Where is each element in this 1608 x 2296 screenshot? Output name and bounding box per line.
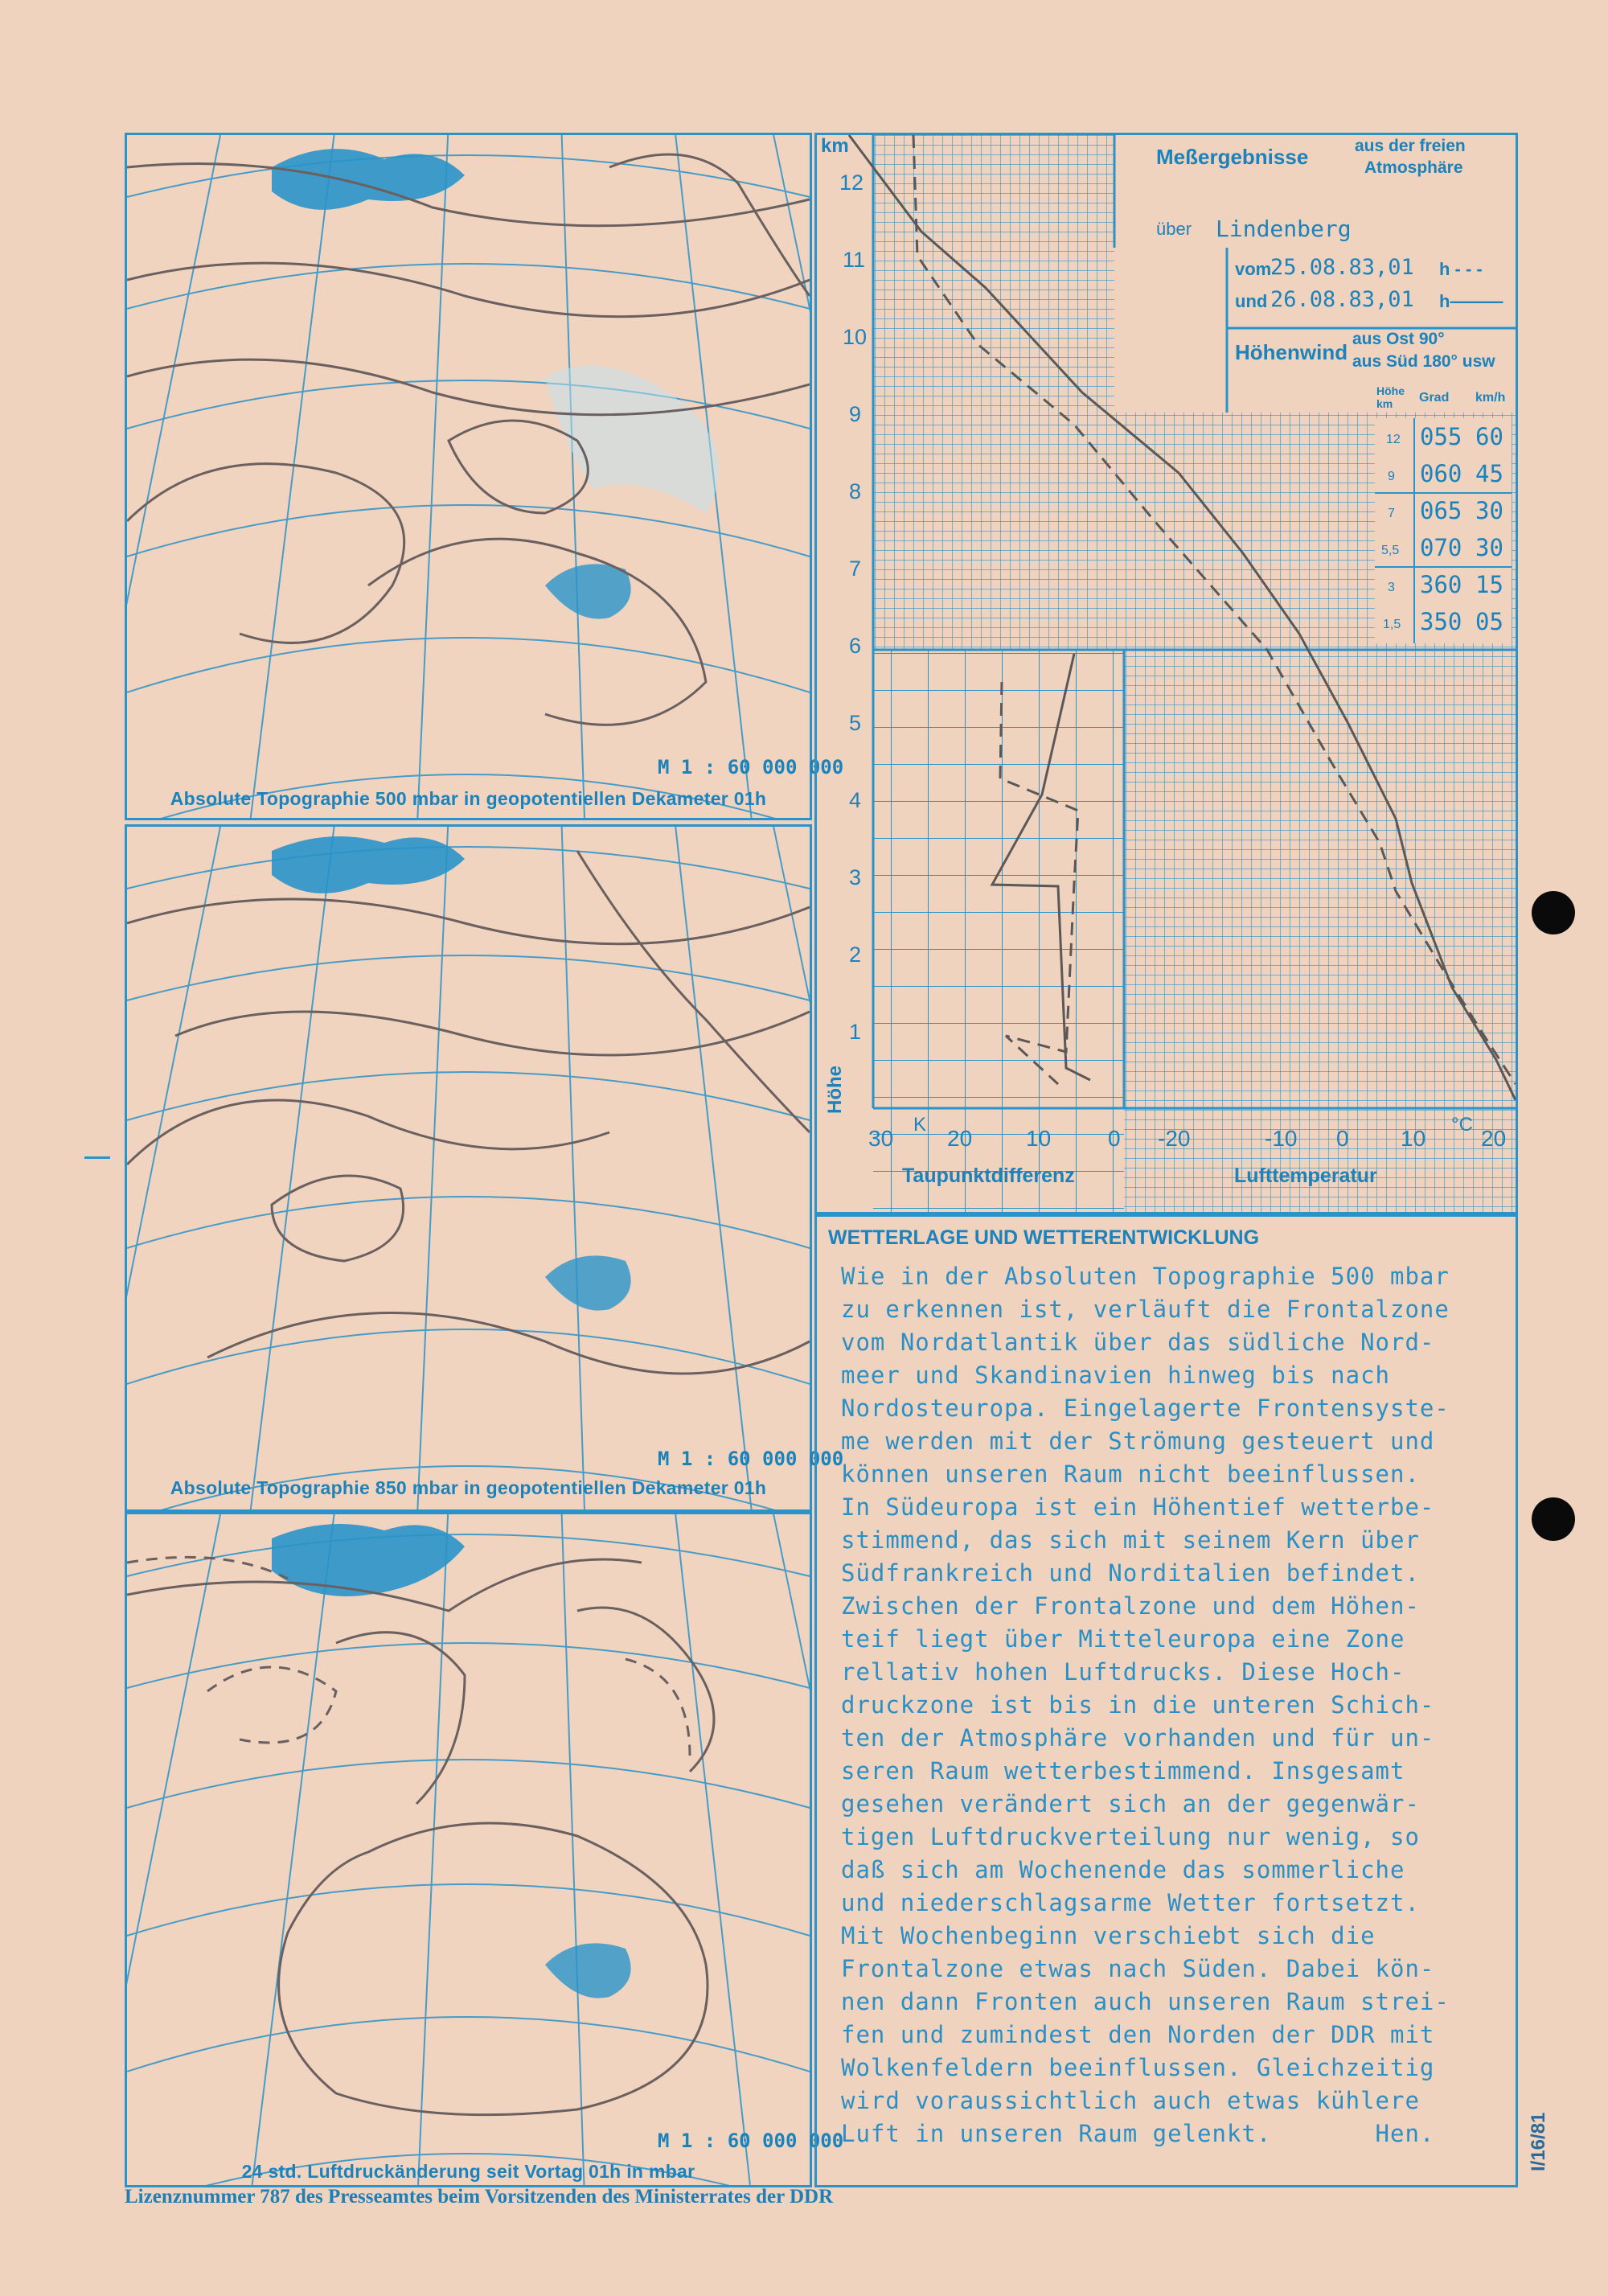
date2-suffix: h——— (1439, 291, 1503, 311)
text-line: wird voraussichtlich auch etwas kühlere (841, 2087, 1420, 2114)
side-stamp: I/16/81 (1528, 2112, 1549, 2171)
temp-axis-label: Lufttemperatur (1234, 1164, 1377, 1187)
km-tick: 11 (843, 248, 866, 272)
location: Lindenberg (1216, 216, 1352, 242)
temp-tick: 0 (1336, 1126, 1349, 1151)
map-500-caption: Absolute Topographie 500 mbar in geopotentiellen Dekameter 01h (170, 788, 767, 809)
location-label: über (1156, 219, 1192, 239)
text-line: können unseren Raum nicht beeinflussen. (841, 1460, 1420, 1488)
temp-tick: -10 (1265, 1126, 1298, 1151)
wind-row-dir: 065 (1420, 497, 1462, 524)
wind-row-speed: 30 (1475, 534, 1503, 561)
wind-row (1375, 460, 1512, 492)
wind-table (1375, 418, 1512, 643)
date2: 26.08.83,01 (1270, 287, 1414, 312)
km-tick: 4 (849, 788, 862, 812)
text-line: In Südeuropa ist ein Höhentief wetterbe- (841, 1493, 1435, 1521)
text-line: daß sich am Wochenende das sommerliche (841, 1856, 1405, 1883)
km-tick: 1 (849, 1020, 862, 1044)
text-line: Zwischen der Frontalzone und dem Höhen- (841, 1592, 1420, 1620)
wind-row-height: 9 (1388, 470, 1395, 483)
wind-row-height: 5,5 (1381, 544, 1400, 557)
text-line: rellativ hohen Luftdrucks. Diese Hoch- (841, 1658, 1405, 1686)
text-line: Südfrankreich und Norditalien befindet. (841, 1559, 1420, 1587)
dew-unit: K (913, 1114, 927, 1136)
text-line: stimmend, das sich mit seinem Kern über (841, 1526, 1420, 1554)
wind-row-speed: 30 (1475, 497, 1503, 524)
margin-mark (84, 1156, 110, 1159)
text-line: seren Raum wetterbestimmend. Insgesamt (841, 1757, 1405, 1785)
text-line: Luft in unseren Raum gelenkt. Hen. (841, 2120, 1435, 2147)
wind-row-dir: 055 (1420, 423, 1462, 450)
text-line: gesehen verändert sich an der gegenwär- (841, 1790, 1420, 1817)
km-tick: 9 (849, 402, 862, 426)
wind-head-dir: Grad (1419, 391, 1450, 405)
map-change-scale: M 1 : 60 000 000 (658, 2130, 844, 2152)
km-tick: 3 (849, 865, 862, 889)
km-tick: 2 (849, 943, 862, 967)
wind-row-height: 1,5 (1383, 618, 1401, 631)
sounding-title: Meßergebnisse (1156, 145, 1309, 169)
wind-row-speed: 45 (1475, 460, 1503, 487)
date1-suffix: h - - - (1439, 259, 1483, 279)
wind-row-height: 3 (1388, 581, 1395, 594)
wind-row (1375, 608, 1512, 640)
km-tick: 7 (849, 557, 862, 581)
punch-hole-bottom (1532, 1497, 1575, 1541)
text-line: Frontalzone etwas nach Süden. Dabei kön- (841, 1955, 1435, 1982)
map-change (125, 1512, 812, 2187)
dew-tick: 0 (1108, 1126, 1121, 1151)
text-line: und niederschlagsarme Wetter fortsetzt. (841, 1889, 1420, 1916)
wind-row-speed: 15 (1475, 571, 1503, 598)
height-unit: km (821, 135, 849, 157)
wind-title: Höhenwind (1235, 340, 1348, 364)
wind-note-2: aus Süd 180° usw (1352, 352, 1495, 371)
map-500-drawing (127, 135, 810, 818)
map-change-drawing (127, 1514, 810, 2185)
temp-unit: °C (1451, 1114, 1473, 1136)
map-850 (125, 824, 812, 1512)
wind-row (1375, 571, 1512, 603)
text-line: teif liegt über Mitteleuropa eine Zone (841, 1625, 1405, 1653)
text-line: ten der Atmosphäre vorhanden und für un- (841, 1724, 1435, 1752)
text-line: Mit Wochenbeginn verschiebt sich die (841, 1922, 1376, 1949)
temp-tick: 10 (1401, 1126, 1426, 1151)
dew-tick: 30 (868, 1126, 894, 1151)
wind-row-dir: 360 (1420, 571, 1462, 598)
text-line: Nordosteuropa. Eingelagerte Frontensyste- (841, 1394, 1450, 1422)
footer-license: Lizenznummer 787 des Presseamtes beim Vorsitzenden des Ministerrates der DDR (125, 2186, 834, 2208)
temp-tick: -20 (1158, 1126, 1191, 1151)
text-line: Wie in der Absoluten Topographie 500 mbar (841, 1263, 1450, 1290)
wind-row-speed: 60 (1475, 423, 1503, 450)
date2-label: und (1235, 291, 1268, 311)
text-line: fen und zumindest den Norden der DDR mit (841, 2021, 1435, 2048)
wind-row-speed: 05 (1475, 608, 1503, 635)
date1-label: vom (1235, 259, 1272, 279)
text-line: vom Nordatlantik über das südliche Nord- (841, 1329, 1435, 1356)
map-500 (125, 133, 812, 820)
wind-row-dir: 070 (1420, 534, 1462, 561)
map-850-scale: M 1 : 60 000 000 (658, 1448, 844, 1470)
date1: 25.08.83,01 (1270, 255, 1414, 280)
km-tick: 5 (849, 711, 862, 735)
text-line: zu erkennen ist, verläuft die Frontalzone (841, 1296, 1450, 1323)
wind-head-height: Höhe km (1376, 384, 1405, 410)
map-850-drawing (127, 827, 810, 1509)
text-line: druckzone ist bis in die unteren Schich- (841, 1691, 1435, 1719)
temp-tick: 20 (1481, 1126, 1507, 1151)
text-line: tigen Luftdruckverteilung nur wenig, so (841, 1823, 1420, 1850)
km-tick: 6 (849, 634, 862, 658)
km-tick: 10 (843, 325, 868, 349)
text-line: me werden mit der Strömung gesteuert und (841, 1427, 1435, 1455)
dew-tick: 20 (947, 1126, 973, 1151)
km-tick: 12 (839, 170, 864, 195)
text-heading: WETTERLAGE UND WETTERENTWICKLUNG (828, 1226, 1260, 1249)
wind-row (1375, 534, 1512, 566)
wind-note-1: aus Ost 90° (1352, 330, 1445, 348)
km-tick: 8 (849, 479, 862, 503)
map-850-caption: Absolute Topographie 850 mbar in geopotentiellen Dekameter 01h (170, 1477, 767, 1498)
wind-row-height: 7 (1388, 507, 1395, 520)
text-line: Wolkenfeldern beeinflussen. Gleichzeitig (841, 2054, 1435, 2081)
wind-row (1375, 497, 1512, 529)
dew-axis-label: Taupunktdifferenz (902, 1164, 1075, 1187)
wind-row-dir: 060 (1420, 460, 1462, 487)
sounding-subtitle-1: aus der freien (1355, 137, 1466, 155)
text-line: meer und Skandinavien hinweg bis nach (841, 1362, 1391, 1389)
sounding-subtitle-2: Atmosphäre (1364, 158, 1463, 177)
dew-tick: 10 (1026, 1126, 1052, 1151)
map-500-scale: M 1 : 60 000 000 (658, 756, 844, 778)
text-line: nen dann Fronten auch unseren Raum strei- (841, 1988, 1450, 2015)
wind-row-dir: 350 (1420, 608, 1462, 635)
wind-row-height: 12 (1386, 433, 1401, 446)
punch-hole-top (1532, 891, 1575, 934)
map-change-caption: 24 std. Luftdruckänderung seit Vortag 01h in mbar (241, 2161, 695, 2182)
wind-head-speed: km/h (1475, 391, 1506, 405)
wind-row (1375, 423, 1512, 455)
height-axis-label: Höhe (824, 1066, 846, 1114)
